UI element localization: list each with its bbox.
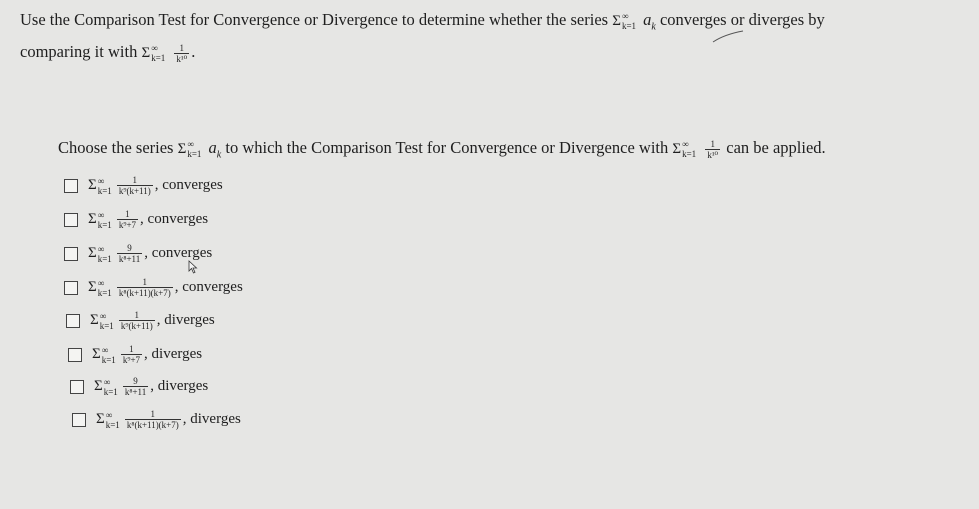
option-verdict: , converges xyxy=(144,245,213,261)
option-row[interactable]: Σ ∞ k=1 $\frac{9}{\text{k⁸+11}}$ , converges xyxy=(64,243,212,264)
option-verdict: , converges xyxy=(174,279,243,295)
instruction-line: Choose the series Σ ∞ k=1 $a_k$ to which the Comparison Test for Convergence or Divergence with Σ ∞ k=1 $\frac{1}{\text{k¹⁰}}$ can be applied. xyxy=(58,138,826,161)
mouse-pointer-icon xyxy=(188,260,198,274)
sigma-limits: ∞ k=1 xyxy=(682,139,697,160)
intro-text-1: Use the Comparison Test for Convergence or Divergence to determine whether the series xyxy=(20,10,609,29)
option-checkbox[interactable] xyxy=(64,213,78,227)
option-row[interactable]: Σ ∞ k=1 $\frac{1}{\text{k⁹(k+11)}}$ , converges xyxy=(64,175,223,196)
intro-text-3: comparing it with xyxy=(20,42,138,61)
pen-stroke-mark xyxy=(712,30,744,44)
option-verdict: , diverges xyxy=(144,346,203,362)
option-row[interactable]: Σ ∞ k=1 $\frac{1}{\text{k⁸(k+11)(k+7)}}$ , converges xyxy=(64,277,243,298)
option-row[interactable]: Σ ∞ k=1 $\frac{1}{\text{k⁹+7}}$ , diverges xyxy=(68,344,202,365)
question-intro-line2: comparing it with Σ ∞ k=1 $\frac{1}{\text{k¹⁰}}$ . xyxy=(20,42,196,64)
option-verdict: , diverges xyxy=(182,411,241,427)
option-verdict: , converges xyxy=(140,211,209,227)
sigma-symbol: Σ xyxy=(141,44,151,61)
sigma-symbol: Σ xyxy=(612,12,621,29)
option-row[interactable]: Σ ∞ k=1 $\frac{9}{\text{k⁸+11}}$ , diverges xyxy=(70,376,208,397)
option-checkbox[interactable] xyxy=(70,380,84,394)
option-checkbox[interactable] xyxy=(64,179,78,193)
comparison-fraction: $\frac{1}{\text{k¹⁰}}$ xyxy=(707,138,719,160)
intro-text-2: converges or diverges by xyxy=(659,10,825,29)
sigma-limits: ∞ k=1 xyxy=(621,11,637,32)
series-a-k: $a_k$ xyxy=(643,10,656,33)
option-fraction: $\frac{1}{\text{k⁹(k+11)}}$ xyxy=(118,175,151,196)
option-checkbox[interactable] xyxy=(72,413,86,427)
option-checkbox[interactable] xyxy=(66,314,80,328)
option-verdict: , diverges xyxy=(150,378,209,394)
option-row[interactable]: Σ ∞ k=1 $\frac{1}{\text{k⁹(k+11)}}$ , diverges xyxy=(66,310,215,331)
comparison-fraction: $\frac{1}{\text{k¹⁰}}$ xyxy=(176,42,188,64)
question-intro-line1 xyxy=(20,10,825,32)
series-a-k: $a_k$ xyxy=(208,138,222,161)
option-checkbox[interactable] xyxy=(64,247,78,261)
option-row[interactable]: Σ ∞ k=1 $\frac{1}{\text{k⁹+7}}$ , converges xyxy=(64,209,208,230)
option-fraction: $\frac{1}{\text{k⁸(k+11)(k+7)}}$ xyxy=(118,277,171,298)
option-fraction: $\frac{9}{\text{k⁸+11}}$ xyxy=(124,376,147,397)
sigma-symbol: Σ xyxy=(177,140,187,157)
option-fraction: $\frac{1}{\text{k⁹(k+11)}}$ xyxy=(120,310,153,331)
option-verdict: , diverges xyxy=(156,312,215,328)
option-fraction: $\frac{1}{\text{k⁹+7}}$ xyxy=(122,344,141,365)
option-row[interactable]: Σ ∞ k=1 $\frac{1}{\text{k⁸(k+11)(k+7)}}$ , diverges xyxy=(72,409,241,430)
sigma-limits: ∞ k=1 xyxy=(151,43,166,64)
option-checkbox[interactable] xyxy=(64,281,78,295)
sigma-limits: ∞ k=1 xyxy=(187,139,202,160)
option-fraction: $\frac{9}{\text{k⁸+11}}$ xyxy=(118,243,141,264)
option-verdict: , converges xyxy=(154,177,223,193)
option-fraction: $\frac{1}{\text{k⁸(k+11)(k+7)}}$ xyxy=(126,409,179,430)
option-checkbox[interactable] xyxy=(68,348,82,362)
sigma-symbol: Σ xyxy=(672,140,682,157)
option-fraction: $\frac{1}{\text{k⁹+7}}$ xyxy=(118,209,137,230)
